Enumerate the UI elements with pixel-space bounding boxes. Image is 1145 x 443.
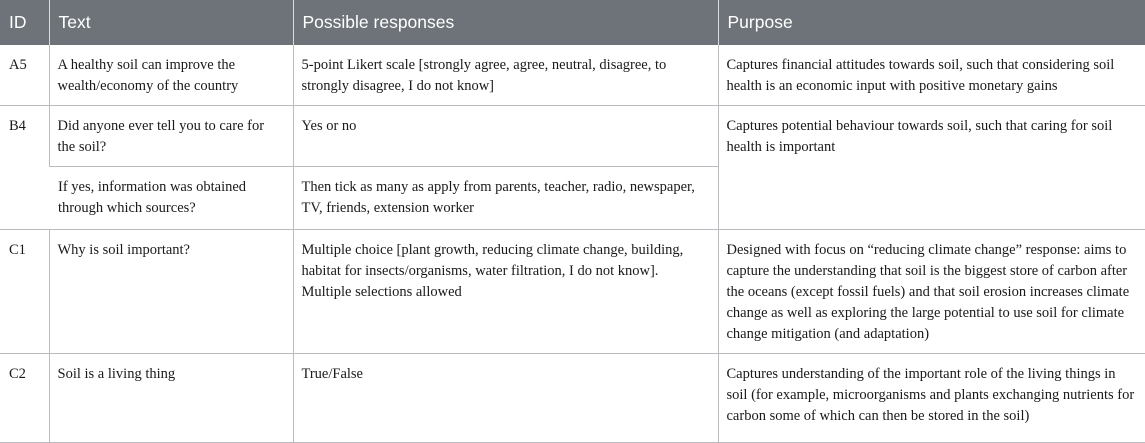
cell-purpose: Designed with focus on “reducing climate change” response: aims to capture the understanding that soil is the biggest store of carbon after the oceans (except fossil fuels) and that soil erosion increases climate change as well as exploring the large potential to use soil for climate change mitigation (and adaptation) (718, 230, 1145, 354)
cell-purpose: Captures potential behaviour towards soil, such that caring for soil health is important (718, 106, 1145, 230)
cell-text: Did anyone ever tell you to care for the soil? (49, 106, 293, 167)
table-row (0, 354, 1145, 443)
header-row (0, 0, 1145, 45)
cell-id: A5 (0, 45, 49, 106)
cell-text: A healthy soil can improve the wealth/economy of the country (49, 45, 293, 106)
header-text: Text (49, 0, 293, 45)
cell-purpose: Captures financial attitudes towards soil, such that considering soil health is an economic input with positive monetary gains (718, 45, 1145, 106)
cell-responses: 5-point Likert scale [strongly agree, agree, neutral, disagree, to strongly disagree, I do not know] (293, 45, 718, 106)
cell-text: If yes, information was obtained through which sources? (49, 167, 293, 230)
table-row (0, 230, 1145, 354)
cell-responses: Yes or no (293, 106, 718, 167)
cell-responses: True/False (293, 354, 718, 443)
cell-purpose: Captures understanding of the important role of the living things in soil (for example, microorganisms and plants exchanging nutrients for carbon some of which can then be stored in the soil) (718, 354, 1145, 443)
header-id: ID (0, 0, 49, 45)
cell-responses: Multiple choice [plant growth, reducing climate change, building, habitat for insects/organisms, water filtration, I do not know]. Multiple selections allowed (293, 230, 718, 354)
header-responses: Possible responses (293, 0, 718, 45)
cell-text: Soil is a living thing (49, 354, 293, 443)
cell-id: C2 (0, 354, 49, 443)
cell-responses: Then tick as many as apply from parents, teacher, radio, newspaper, TV, friends, extension worker (293, 167, 718, 230)
header-purpose: Purpose (718, 0, 1145, 45)
table-row (0, 45, 1145, 106)
cell-id: C1 (0, 230, 49, 354)
cell-text: Why is soil important? (49, 230, 293, 354)
table-row (0, 106, 1145, 167)
cell-id: B4 (0, 106, 49, 230)
